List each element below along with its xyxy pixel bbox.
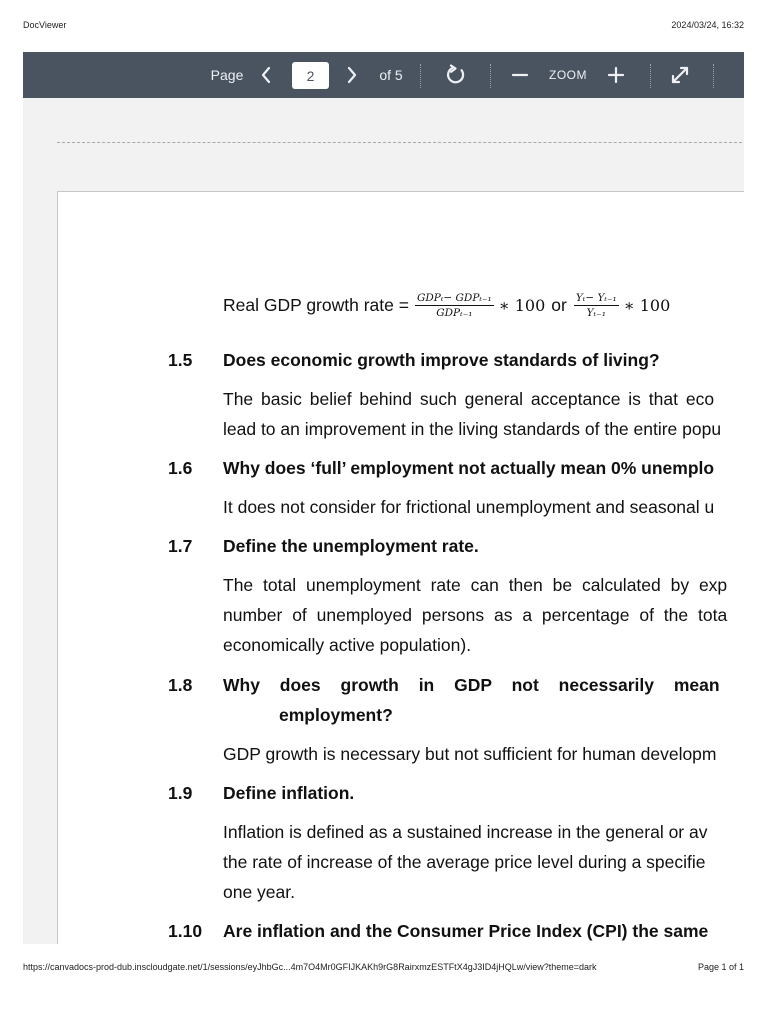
toolbar-divider [713,64,714,88]
fullscreen-button[interactable] [666,52,694,98]
formula-fraction [415,292,494,319]
fullscreen-icon [670,65,690,85]
section-heading [168,783,354,804]
section-heading [168,675,720,696]
answer-line: GDP growth is necessary but not sufficient for human developm [223,744,717,764]
section-heading [168,350,660,371]
answer-line: It does not consider for frictional unemployment and seasonal u [223,497,715,517]
zoom-out-icon [512,67,528,83]
page-number-input[interactable] [292,62,329,89]
print-header [0,0,768,50]
zoom-label: ZOOM [549,68,587,82]
formula-multiplier: ∗ 100 [498,296,546,315]
answer-line: The total unemployment rate can then be calculated by exp [223,575,728,595]
toolbar-divider [650,64,651,88]
zoom-out-button[interactable] [509,52,531,98]
section-number: 1.5 [168,350,193,370]
answer-line: one year. [223,882,295,902]
section-number: 1.9 [168,783,193,803]
section-question-continuation: employment? [279,705,393,725]
next-page-button[interactable] [341,52,363,98]
app-title: DocViewer [23,20,67,30]
section-heading [168,921,708,942]
answer-line: Inflation is defined as a sustained increase in the general or av [223,822,708,842]
rotate-icon [445,64,467,86]
rotate-button[interactable] [442,52,470,98]
formula-fraction [574,292,619,319]
fraction-denominator: GDPₜ₋₁ [436,307,473,319]
section-number: 1.6 [168,458,193,478]
section-question: Does economic growth improve standards of living? [223,350,660,370]
chevron-left-icon [260,66,272,84]
formula-prefix: Real GDP growth rate = [223,295,409,315]
answer-line: the rate of increase of the average price level during a specifie [223,852,706,872]
print-datetime: 2024/03/24, 16:32 [671,20,744,30]
print-page-count: Page 1 of 1 [697,962,744,972]
section-question: Define the unemployment rate. [223,536,479,556]
section-question: Why does growth in GDP not necessarily mean [223,675,720,695]
formula-multiplier: ∗ 100 [623,296,671,315]
chevron-right-icon [346,66,358,84]
fraction-numerator: Yₜ− Yₜ₋₁ [575,292,617,304]
section-question: Define inflation. [223,783,355,803]
formula-or: or [551,295,567,315]
document-page [57,191,744,944]
zoom-in-icon [608,67,624,83]
toolbar-divider [490,64,491,88]
fraction-denominator: Yₜ₋₁ [586,307,606,319]
toolbar-divider [420,64,421,88]
section-question: Why does ‘full’ employment not actually mean 0% unemplo [223,458,715,478]
section-number: 1.8 [168,675,193,695]
page-url: https://canvadocs-prod-dub.inscloudgate.net/1/sessions/eyJhbGc...4m7O4Mr0GFIJKAKh9rG8RairxmzESTFtX4gJ3ID4jHQLw/view?theme=dark [23,962,597,972]
section-heading [168,458,714,479]
page-label: Page [210,67,244,83]
gdp-growth-formula [223,292,672,319]
fraction-numerator: GDPₜ− GDPₜ₋₁ [416,292,492,304]
answer-line: economically active population). [223,635,472,655]
page-total: of 5 [379,67,403,83]
section-number: 1.7 [168,536,193,556]
answer-line: number of unemployed persons as a percentage of the tota [223,605,728,625]
answer-line: lead to an improvement in the living standards of the entire popu [223,419,722,439]
prev-page-button[interactable] [255,52,277,98]
zoom-in-button[interactable] [605,52,627,98]
viewer-toolbar [23,52,744,98]
section-question: Are inflation and the Consumer Price Index (CPI) the same [223,921,709,941]
page-break-divider [57,142,744,143]
document-viewport[interactable] [23,98,744,944]
section-number: 1.10 [168,921,203,941]
answer-line: The basic belief behind such general acceptance is that eco [223,389,715,409]
section-heading [168,536,479,557]
